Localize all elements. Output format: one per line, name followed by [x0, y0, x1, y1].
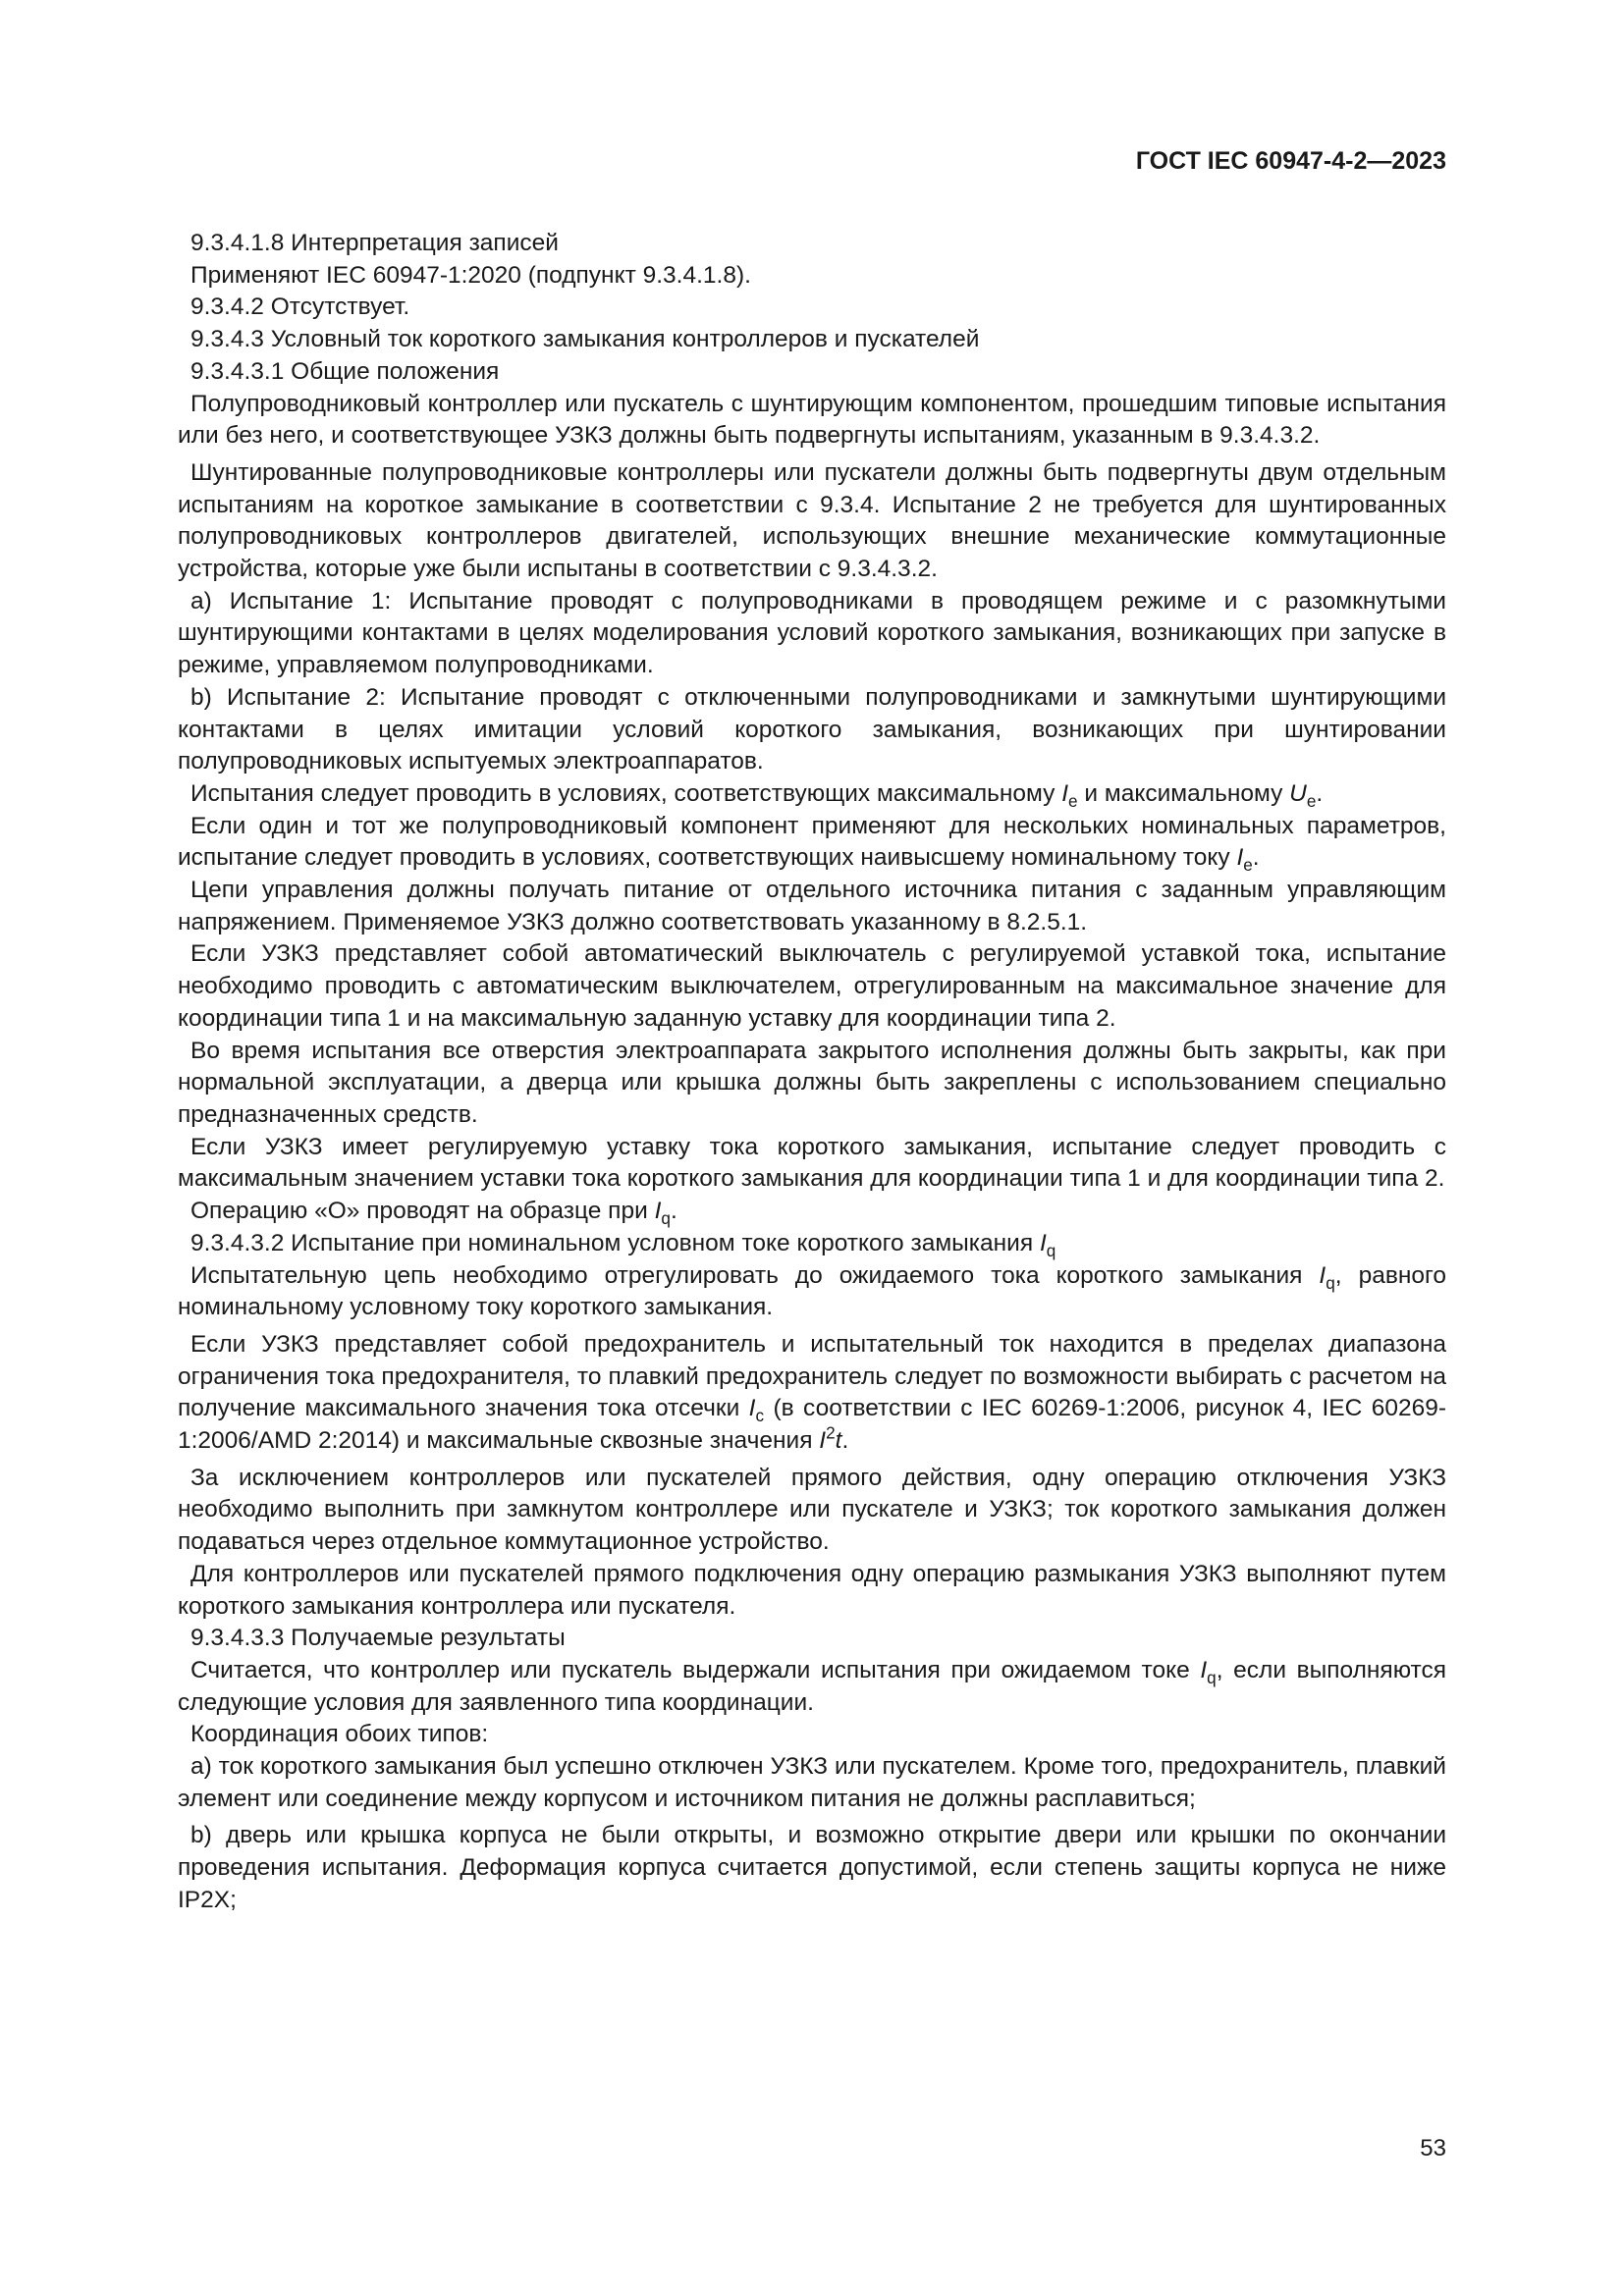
paragraph: Во время испытания все отверстия электроаппарата закрытого исполнения должны быть закрыты, как при нормальной эксплуатации, а дверца или крышка должны быть закреплены с использованием специально предназначенных средств.: [178, 1037, 1446, 1128]
symbol-I: I: [1319, 1261, 1326, 1289]
paragraph: [178, 1655, 1446, 1719]
subscript: e: [1306, 790, 1317, 811]
paragraph: Для контроллеров или пускателей прямого подключения одну операцию размыкания УЗКЗ выполняют путем короткого замыкания контроллера или пускателя.: [178, 1560, 1446, 1620]
text-segment: Испытания следует проводить в условиях, соответствующих максимальному: [190, 779, 1056, 807]
paragraph: [178, 1196, 1446, 1228]
symbol-I: I: [1200, 1656, 1208, 1683]
paragraph: a) ток короткого замыкания был успешно отключен УЗКЗ или пускателем. Кроме того, предохранитель, плавкий элемент или соединение между корпусом и источником питания не должны расплавиться;: [178, 1753, 1446, 1812]
paragraph: a) Испытание 1: Испытание проводят с полупроводниками в проводящем режиме и с разомкнутыми шунтирующими контактами в целях моделирования условий короткого замыкания, возникающих при запуске в режиме, управляемом полупроводниками.: [178, 587, 1446, 679]
paragraph: 9.3.4.3 Условный ток короткого замыкания контроллеров и пускателей: [190, 326, 980, 353]
subscript: q: [1046, 1240, 1056, 1260]
text-segment: равного номинальному условному току короткого замыкания.: [178, 1261, 1447, 1321]
text-segment: и максимальному: [1084, 779, 1283, 807]
symbol-I: I: [1236, 844, 1244, 872]
subscript: q: [1207, 1667, 1217, 1687]
paragraph: 9.3.4.1.8 Интерпретация записей: [190, 230, 559, 256]
symbol-I: I: [748, 1395, 756, 1422]
paragraph: Если УЗКЗ имеет регулируемую уставку тока короткого замыкания, испытание следует проводить с максимальным значением уставки тока короткого замыкания для координации типа 1 и для координации типа 2.: [178, 1133, 1446, 1193]
paragraph: [178, 1228, 1446, 1260]
paragraph: b) дверь или крышка корпуса не были открыты, и возможно открытие двери или крышки по окончании проведения испытания. Деформация корпуса считается допустимой, если степень защиты корпуса не ниже IP2X;: [178, 1822, 1446, 1913]
symbol-I: I: [1061, 779, 1069, 807]
symbol-I: I: [1039, 1229, 1047, 1256]
paragraph: 9.3.4.2 Отсутствует.: [190, 294, 410, 321]
text-segment: Операцию «О» проводят на образце при: [190, 1198, 648, 1225]
paragraph: Применяют IEC 60947-1:2020 (подпункт 9.3.4.1.8).: [190, 261, 751, 289]
text-segment: Считается, что контроллер или пускатель выдержали испытания при ожидаемом токе: [190, 1656, 1190, 1683]
punctuation: .: [670, 1198, 677, 1225]
text-segment: 9.3.4.3.2 Испытание при номинальном условном токе короткого замыкания: [190, 1229, 1034, 1256]
text-segment: Если один и тот же полупроводниковый компонент применяют для нескольких номинальных параметров, испытание следует проводить в условиях, соответствующих наивысшему номинальному току: [178, 812, 1446, 872]
paragraph: Цепи управления должны получать питание от отдельного источника питания с заданным управляющим напряжением. Применяемое УЗКЗ должно соответствовать указанному в 8.2.5.1.: [178, 877, 1446, 935]
subscript: c: [755, 1406, 765, 1426]
paragraph: [178, 778, 1446, 811]
subscript: e: [1243, 855, 1253, 876]
symbol-U: U: [1289, 779, 1307, 807]
punctuation: .: [1316, 779, 1324, 807]
page-number: 53: [1420, 2135, 1446, 2162]
paragraph: b) Испытание 2: Испытание проводят с отключенными полупроводниками и замкнутыми шунтирующими контактами в целях имитации условий короткого замыкания, возникающих при шунтировании полупроводниковых испытуемых электроаппаратов.: [178, 683, 1446, 775]
punctuation: ,: [1334, 1261, 1342, 1289]
symbol-I: I: [654, 1198, 662, 1225]
text-segment: Испытательную цепь необходимо отрегулировать до ожидаемого тока короткого замыкания: [190, 1261, 1303, 1289]
text-segment: (в соответствии с IEC 60269-1:2006, рисунок 4, IEC 60269-1:2006/AMD 2:2014) и максимальные сквозные значения: [178, 1395, 1446, 1455]
paragraph: [178, 811, 1446, 875]
paragraph: За исключением контроллеров или пускателей прямого действия, одну операцию отключения УЗКЗ необходимо выполнить при замкнутом контроллере или пускателе и УЗКЗ; ток короткого замыкания должен подаваться через отдельное коммутационное устройство.: [178, 1464, 1446, 1556]
paragraph: Если УЗКЗ представляет собой автоматический выключатель с регулируемой уставкой тока, испытание необходимо проводить с автоматическим выключателем, отрегулированным на максимальное значение для координации типа 1 и на максимальную заданную уставку для координации типа 2.: [178, 940, 1446, 1032]
punctuation: .: [841, 1427, 849, 1455]
superscript: 2: [826, 1422, 836, 1443]
subscript: e: [1068, 790, 1078, 811]
paragraph: 9.3.4.3.3 Получаемые результаты: [190, 1625, 566, 1652]
subscript: q: [1326, 1272, 1335, 1293]
subscript: q: [661, 1208, 671, 1229]
document-header: ГОСТ IEC 60947-4-2—2023: [1135, 147, 1446, 175]
symbol-t: t: [835, 1427, 842, 1455]
symbol-I: I: [819, 1427, 827, 1455]
paragraph: 9.3.4.3.1 Общие положения: [190, 357, 500, 385]
punctuation: .: [1252, 844, 1260, 872]
text-segment: Если УЗКЗ представляет собой предохранитель и испытательный ток находится в пределах диапазона ограничения тока предохранителя, то плавкий предохранитель следует по возможности выбирать с расчетом на получение максимального значения тока отсечки: [178, 1330, 1446, 1422]
paragraph: Шунтированные полупроводниковые контроллеры или пускатели должны быть подвергнуты двум отдельным испытаниям на короткое замыкание в соответствии с 9.3.4. Испытание 2 не требуется для шунтированных полупроводниковых контроллеров двигателей, использующих внешние механические коммутационные устройства, которые уже были испытаны в соответствии с 9.3.4.3.2.: [178, 458, 1446, 583]
document-body: [178, 228, 1446, 1917]
paragraph: Координация обоих типов:: [190, 1721, 489, 1748]
paragraph: [178, 1329, 1446, 1458]
text-segment: если выполняются следующие условия для заявленного типа координации.: [178, 1656, 1446, 1716]
punctuation: ,: [1216, 1656, 1223, 1683]
paragraph: [178, 1260, 1446, 1324]
paragraph: Полупроводниковый контроллер или пускатель с шунтирующим компонентом, прошедшим типовые испытания или без него, и соответствующее УЗКЗ должны быть подвергнуты испытаниям, указанным в 9.3.4.3.2.: [178, 390, 1446, 450]
